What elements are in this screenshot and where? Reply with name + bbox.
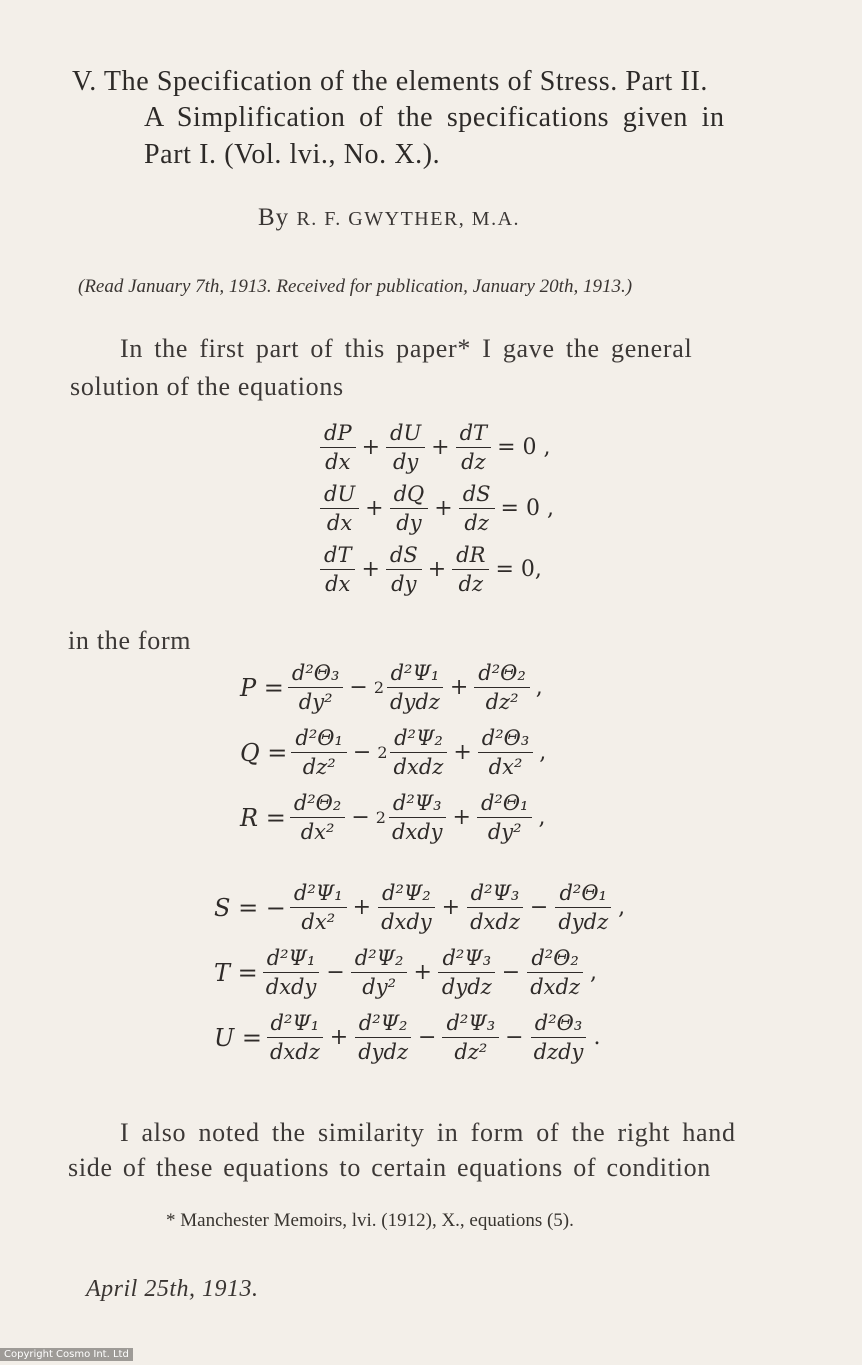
fraction-denominator: dxdz <box>530 975 580 999</box>
para1-line-1: In the first part of this paper* I gave the general <box>120 334 693 363</box>
operator: − <box>352 740 372 765</box>
fraction <box>290 790 346 845</box>
coefficient: 2 <box>377 743 388 762</box>
fraction-denominator: dydz <box>390 690 440 714</box>
punctuation: , <box>618 895 626 920</box>
fraction <box>291 725 347 780</box>
equation-block-2 <box>240 660 550 855</box>
fraction-denominator: dxdz <box>269 1040 320 1064</box>
fraction-denominator: dz² <box>485 690 519 714</box>
equals-rhs: = 0 , <box>497 435 551 460</box>
operator: − <box>529 895 549 920</box>
fraction-numerator: d²Ψ₁ <box>290 880 347 908</box>
operator: + <box>427 557 447 582</box>
operator: + <box>452 805 471 830</box>
punctuation: , <box>535 675 543 700</box>
equation-line <box>240 725 550 780</box>
operator: + <box>361 435 381 460</box>
operator: + <box>431 435 450 460</box>
operator: + <box>361 557 380 582</box>
equals-rhs: = 0 , <box>500 496 554 521</box>
fraction-numerator: dT <box>320 542 355 570</box>
equation-line <box>240 660 550 715</box>
fraction-numerator: d²Ψ₂ <box>390 725 447 753</box>
equation-line <box>214 880 629 935</box>
fraction-denominator: dx² <box>301 910 336 934</box>
fraction-denominator: dydz <box>558 910 609 934</box>
fraction-denominator: dxdz <box>393 755 444 779</box>
equation-lhs: Q = <box>240 738 288 767</box>
fraction-numerator: d²Ψ₃ <box>442 1010 499 1038</box>
fraction-numerator: dS <box>459 481 495 509</box>
operator: − <box>501 960 521 985</box>
equation-block-1 <box>318 420 558 603</box>
fraction-numerator: d²Θ₂ <box>474 660 530 688</box>
fraction-denominator: dy <box>392 450 419 474</box>
fraction-numerator: d²Ψ₃ <box>438 945 495 973</box>
fraction-denominator: dydz <box>358 1040 409 1064</box>
fraction <box>442 1010 499 1065</box>
fraction <box>474 660 530 715</box>
fraction <box>377 880 436 935</box>
fraction-denominator: dydz <box>441 975 492 999</box>
fraction-numerator: d²Θ₂ <box>527 945 583 973</box>
fraction-numerator: d²Ψ₁ <box>387 660 444 688</box>
equation-line <box>240 790 550 845</box>
equation-lhs: T = <box>214 958 258 987</box>
equation-line <box>214 945 629 1000</box>
para2-line-1: I also noted the similarity in form of the right hand <box>120 1118 736 1147</box>
fraction-denominator: dzdy <box>533 1040 584 1064</box>
fraction-denominator: dz² <box>454 1040 488 1064</box>
fraction-denominator: dx² <box>488 755 523 779</box>
fraction-numerator: d²Ψ₂ <box>378 880 435 908</box>
fraction <box>320 420 356 475</box>
fraction <box>390 725 448 780</box>
fraction-denominator: dy² <box>362 975 396 999</box>
footnote: * Manchester Memoirs, lvi. (1912), X., equations (5). <box>166 1210 574 1231</box>
fraction-numerator: d²Ψ₁ <box>267 1010 324 1038</box>
operator: + <box>365 496 384 521</box>
fraction-numerator: d²Θ₃ <box>478 725 534 753</box>
fraction <box>456 420 491 475</box>
equation-line <box>318 481 558 536</box>
fraction <box>438 945 496 1000</box>
punctuation: . <box>593 1025 601 1050</box>
fraction <box>320 542 355 597</box>
fraction-denominator: dx <box>325 572 351 596</box>
fraction <box>266 1010 324 1065</box>
fraction-numerator: dT <box>456 420 491 448</box>
para2-line-2: side of these equations to certain equations of condition <box>68 1153 711 1182</box>
fraction-denominator: dxdy <box>381 910 432 934</box>
equation-lhs: P = <box>240 673 284 702</box>
fraction-numerator: d²Θ₃ <box>288 660 344 688</box>
read-note: (Read January 7th, 1913. Received for publication, January 20th, 1913.) <box>78 276 633 297</box>
fraction-denominator: dx² <box>300 820 335 844</box>
punctuation: , <box>589 960 597 985</box>
operator: − <box>505 1025 524 1050</box>
byline <box>258 204 520 232</box>
operator: + <box>441 895 461 920</box>
fraction-denominator: dx <box>325 450 351 474</box>
fraction <box>386 420 425 475</box>
fraction-numerator: d²Θ₁ <box>291 725 347 753</box>
equation-lhs: U = <box>214 1023 262 1052</box>
fraction-numerator: dR <box>452 542 489 570</box>
fraction-numerator: dP <box>320 420 356 448</box>
fraction <box>288 660 344 715</box>
fraction-denominator: dz <box>458 572 484 596</box>
fraction <box>466 880 524 935</box>
equation-lhs: S = − <box>214 893 286 922</box>
fraction <box>354 1010 412 1065</box>
fraction <box>386 542 422 597</box>
equation-block-3 <box>214 880 629 1075</box>
fraction-numerator: d²Θ₁ <box>477 790 533 818</box>
fraction <box>351 945 408 1000</box>
fraction <box>390 481 429 536</box>
title-line-1: V. The Specification of the elements of Stress. Part II. <box>72 66 708 97</box>
fraction <box>452 542 489 597</box>
operator: + <box>352 895 372 920</box>
fraction-numerator: d²Θ₃ <box>531 1010 587 1038</box>
fraction-numerator: d²Ψ₂ <box>351 945 408 973</box>
fraction-denominator: dy <box>396 511 422 535</box>
fraction-denominator: dy <box>391 572 417 596</box>
fraction-denominator: dy² <box>487 820 522 844</box>
copyright-watermark: Copyright Cosmo Int. Ltd <box>0 1348 133 1361</box>
fraction-numerator: d²Ψ₃ <box>389 790 446 818</box>
fraction-denominator: dx <box>326 511 353 535</box>
fraction-denominator: dy² <box>298 690 333 714</box>
in-the-form-text: in the form <box>68 626 192 655</box>
equation-line <box>214 1010 629 1065</box>
punctuation: , <box>539 740 547 765</box>
fraction-numerator: d²Ψ₃ <box>467 880 524 908</box>
fraction <box>388 790 447 845</box>
coefficient: 2 <box>375 808 386 827</box>
fraction <box>262 945 321 1000</box>
fraction-denominator: dz <box>464 511 489 535</box>
fraction <box>386 660 444 715</box>
operator: + <box>413 960 432 985</box>
operator: + <box>329 1025 349 1050</box>
fraction-denominator: dxdy <box>265 975 317 999</box>
fraction-denominator: dxdy <box>391 820 443 844</box>
fraction-numerator: dU <box>386 420 425 448</box>
operator: + <box>434 496 453 521</box>
equation-lhs: R = <box>240 803 286 832</box>
para1-line-2: solution of the equations <box>70 372 344 401</box>
fraction-numerator: d²Ψ₂ <box>355 1010 412 1038</box>
equation-line <box>318 542 558 597</box>
fraction-numerator: d²Ψ₁ <box>263 945 320 973</box>
coefficient: 2 <box>373 678 385 697</box>
operator: + <box>453 740 472 765</box>
fraction-numerator: dS <box>386 542 422 570</box>
fraction <box>530 1010 588 1065</box>
fraction <box>526 945 584 1000</box>
fraction-numerator: dQ <box>390 481 429 509</box>
fraction <box>554 880 612 935</box>
byline-author: R. F. GWYTHER, M.A. <box>296 208 521 230</box>
fraction <box>320 481 359 536</box>
equals-rhs: = 0, <box>495 557 542 582</box>
operator: − <box>418 1025 437 1050</box>
title-line-2: A Simplification of the specifications given in <box>144 102 725 133</box>
title-line-3: Part I. (Vol. lvi., No. X.). <box>144 139 441 170</box>
byline-prefix: By <box>258 204 297 231</box>
fraction-denominator: dz² <box>302 755 336 779</box>
operator: + <box>449 675 469 700</box>
fraction-numerator: d²Θ₂ <box>290 790 346 818</box>
fraction <box>478 725 534 780</box>
fraction <box>459 481 495 536</box>
fraction-denominator: dz <box>461 450 486 474</box>
operator: − <box>326 960 345 985</box>
date-line: April 25th, 1913. <box>86 1276 259 1302</box>
equation-line <box>318 420 558 475</box>
fraction <box>290 880 347 935</box>
operator: − <box>349 675 368 700</box>
punctuation: , <box>538 805 546 830</box>
fraction-numerator: dU <box>320 481 359 509</box>
operator: − <box>351 805 370 830</box>
fraction-denominator: dxdz <box>470 910 520 934</box>
fraction <box>477 790 533 845</box>
fraction-numerator: d²Θ₁ <box>555 880 611 908</box>
